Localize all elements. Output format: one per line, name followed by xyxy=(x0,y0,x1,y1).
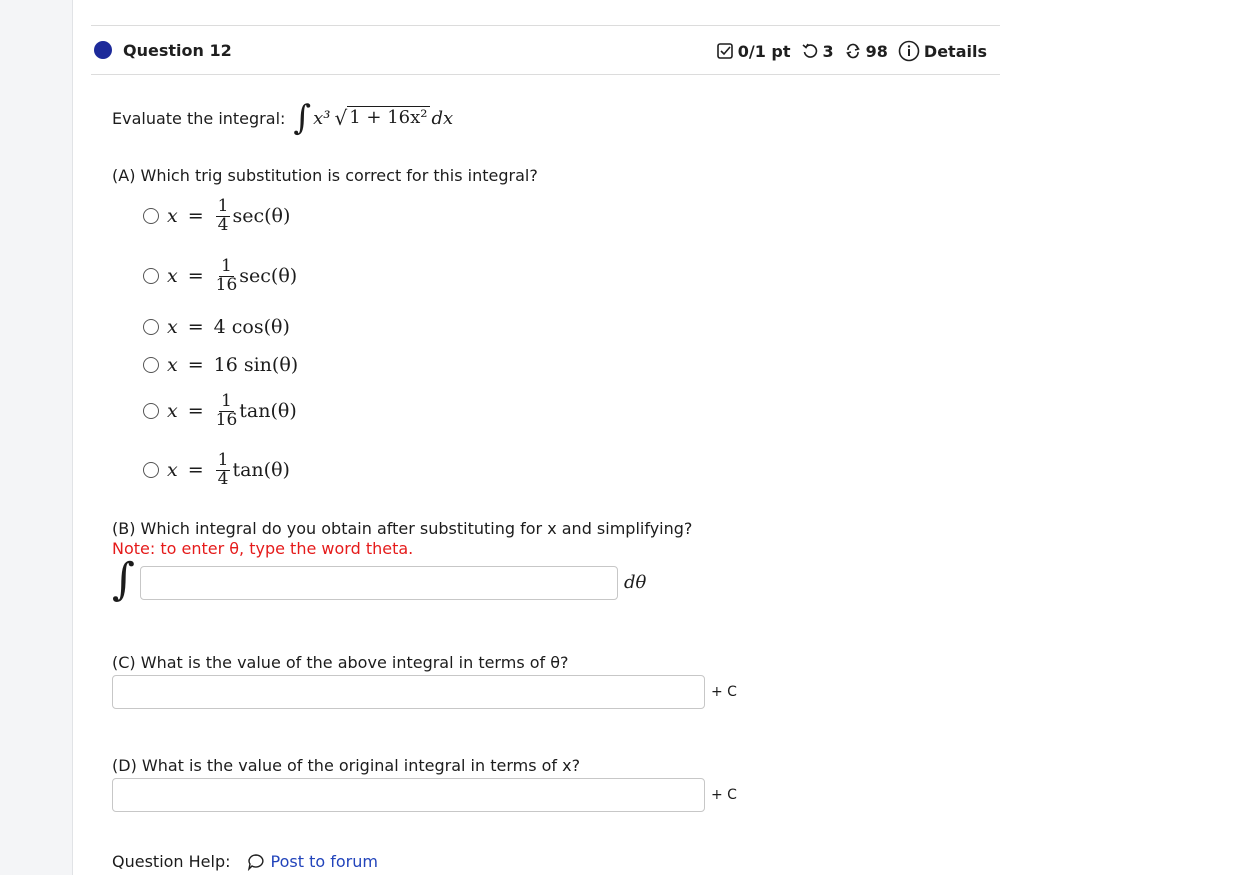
retries-count: 3 xyxy=(822,41,834,61)
prompt-label: Evaluate the integral: xyxy=(112,108,286,128)
integrand-prefix: x³ xyxy=(313,107,331,129)
fraction: $\frac{1}{4}$ xyxy=(217,196,229,235)
help-label: Question Help: xyxy=(112,852,231,871)
integral-sign: ∫ xyxy=(293,98,312,138)
info-icon[interactable] xyxy=(898,40,920,62)
option-expr: 16 sin(θ) xyxy=(213,354,299,376)
fraction: $\frac{1}{16}$ xyxy=(215,256,238,295)
part-c-answer-input[interactable] xyxy=(112,675,705,709)
option-func: tan(θ) xyxy=(232,459,290,482)
attempts-icon xyxy=(844,42,862,60)
option-func: sec(θ) xyxy=(239,265,298,288)
question-title: Question 12 xyxy=(123,41,232,60)
radicand: 1 + 16x² xyxy=(349,107,428,128)
part-b-question: (B) Which integral do you obtain after substituting for x and simplifying? xyxy=(112,519,693,538)
question-header xyxy=(91,25,1000,75)
details-link[interactable]: Details xyxy=(923,41,987,61)
radio-button[interactable] xyxy=(143,208,159,224)
option-2[interactable]: x = $\frac{1}{16}$ sec(θ) xyxy=(143,258,297,295)
question-meta xyxy=(716,39,987,63)
part-d-answer-input[interactable] xyxy=(112,778,705,812)
left-gutter xyxy=(0,0,73,875)
fraction: $\frac{1}{4}$ xyxy=(217,450,229,489)
option-1[interactable]: x = $\frac{1}{4}$ sec(θ) xyxy=(143,198,290,235)
option-5[interactable]: x = $\frac{1}{16}$ tan(θ) xyxy=(143,393,297,430)
question-help xyxy=(112,852,378,871)
speech-bubble-icon[interactable] xyxy=(247,853,265,871)
integral-differential: dx xyxy=(431,107,454,129)
option-expr: 4 cos(θ) xyxy=(213,316,290,338)
part-a-question: (A) Which trig substitution is correct for this integral? xyxy=(112,166,538,185)
option-func: tan(θ) xyxy=(239,400,297,423)
part-c-question: (C) What is the value of the above integral in terms of θ? xyxy=(112,653,569,672)
part-b-integral-sign: ∫ xyxy=(112,554,135,605)
checkbox-score-icon xyxy=(716,42,734,60)
part-c-plus-c: + C xyxy=(711,684,737,700)
sqrt-expression xyxy=(335,106,430,130)
theta-note: Note: to enter θ, type the word theta. xyxy=(112,539,414,558)
radio-button[interactable] xyxy=(143,268,159,284)
part-d-question: (D) What is the value of the original integral in terms of x? xyxy=(112,756,581,775)
radio-button[interactable] xyxy=(143,319,159,335)
question-status-dot xyxy=(94,41,112,59)
radio-button[interactable] xyxy=(143,403,159,419)
fraction: $\frac{1}{16}$ xyxy=(215,391,238,430)
attempts-count: 98 xyxy=(865,41,888,61)
part-d-plus-c: + C xyxy=(711,787,737,803)
integral-prompt xyxy=(112,96,453,140)
part-b-differential: dθ xyxy=(624,572,647,593)
retry-icon xyxy=(801,42,819,60)
option-6[interactable]: x = $\frac{1}{4}$ tan(θ) xyxy=(143,452,290,489)
option-4[interactable]: x = 16 sin(θ) xyxy=(143,354,298,376)
radio-button[interactable] xyxy=(143,357,159,373)
sqrt-sign: √ xyxy=(334,106,348,130)
option-3[interactable]: x = 4 cos(θ) xyxy=(143,316,290,338)
score-text: 0/1 pt xyxy=(737,41,791,61)
part-b-answer-input[interactable] xyxy=(140,566,618,600)
radio-button[interactable] xyxy=(143,462,159,478)
option-func: sec(θ) xyxy=(232,205,291,228)
post-to-forum-link[interactable]: Post to forum xyxy=(270,852,378,871)
